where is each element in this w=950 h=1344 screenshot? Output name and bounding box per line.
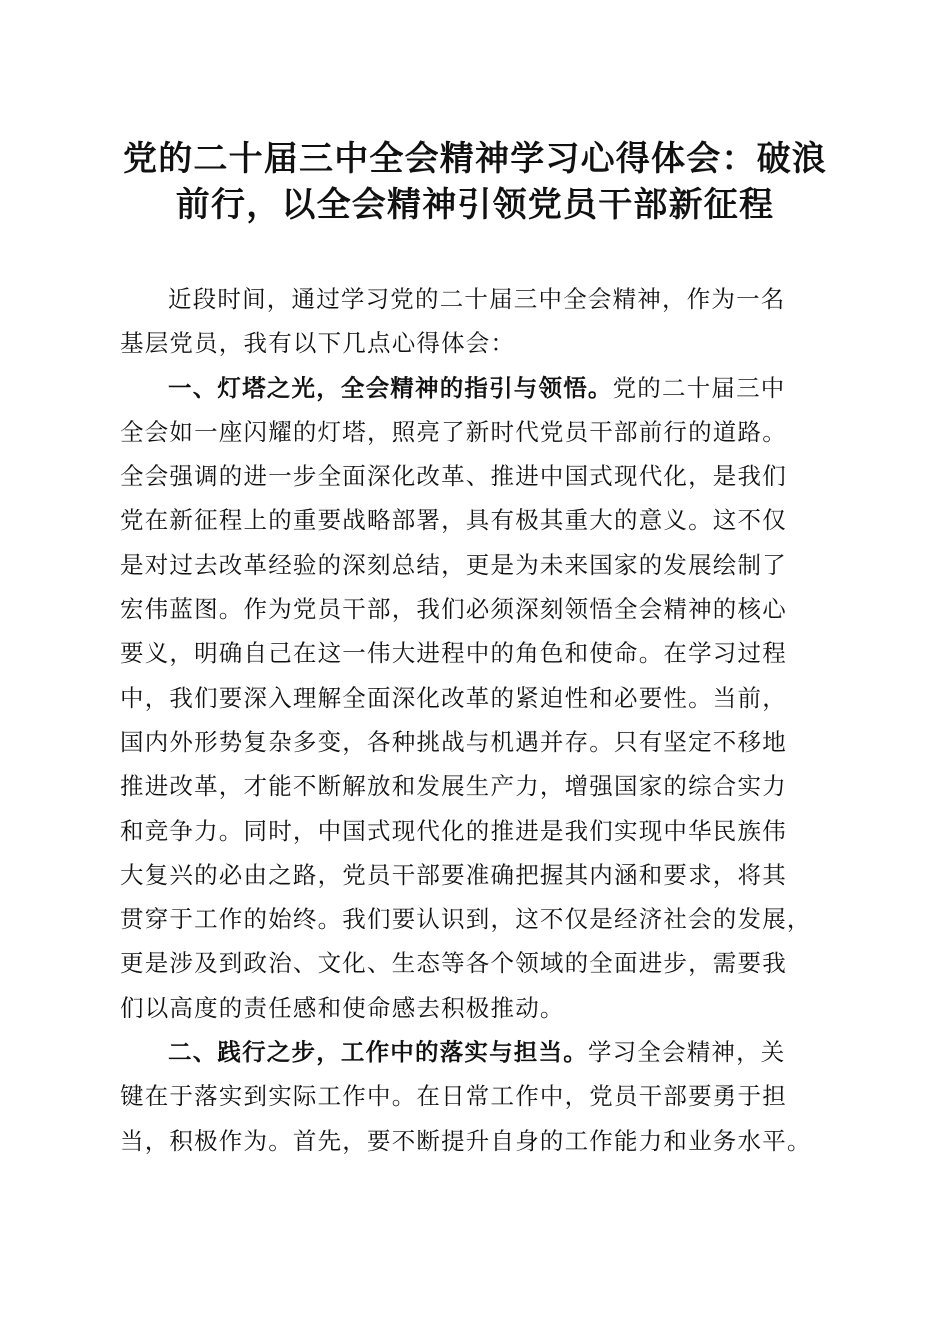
text-line: 贯穿于工作的始终。我们要认识到，这不仅是经济社会的发展， <box>120 905 812 934</box>
text-line: 全会强调的进一步全面深化改革、推进中国式现代化，是我们 <box>120 462 787 491</box>
text-line: 中，我们要深入理解全面深化改革的紧迫性和必要性。当前， <box>120 683 787 712</box>
intro-paragraph <box>120 277 840 366</box>
section-1-first-line <box>120 366 840 410</box>
section-2-first-line <box>120 1030 840 1074</box>
text-line: 国内外形势复杂多变，各种挑战与机遇并存。只有坚定不移地 <box>120 727 787 756</box>
section-1-first-line-text: 党的二十届三中 <box>612 373 786 402</box>
text-line: 基层党员，我有以下几点心得体会： <box>120 329 516 358</box>
text-line: 近段时间，通过学习党的二十届三中全会精神，作为一名 <box>168 285 786 313</box>
text-line: 键在于落实到实际工作中。在日常工作中，党员干部要勇于担 <box>120 1082 787 1111</box>
section-2-heading: 二、践行之步，工作中的落实与担当。 <box>168 1038 588 1067</box>
section-2-first-line-text: 学习全会精神，关 <box>587 1038 786 1067</box>
text-line: 推进改革，才能不断解放和发展生产力，增强国家的综合实力 <box>120 772 787 801</box>
document-title <box>115 136 835 228</box>
text-line: 更是涉及到政治、文化、生态等各个领域的全面进步，需要我 <box>120 949 787 978</box>
title-line: 党的二十届三中全会精神学习心得体会：破浪 <box>123 139 827 179</box>
text-line: 们以高度的责任感和使命感去积极推动。 <box>120 993 565 1022</box>
text-line: 是对过去改革经验的深刻总结，更是为未来国家的发展绘制了 <box>120 550 787 579</box>
document-body <box>120 277 840 1163</box>
text-line: 宏伟蓝图。作为党员干部，我们必须深刻领悟全会精神的核心 <box>120 595 787 624</box>
text-line: 大复兴的必由之路，党员干部要准确把握其内涵和要求，将其 <box>120 860 787 889</box>
section-1-paragraph <box>120 366 840 1030</box>
section-2-paragraph <box>120 1030 840 1163</box>
title-line: 前行，以全会精神引领党员干部新征程 <box>175 185 775 225</box>
text-line: 党在新征程上的重要战略部署，具有极其重大的意义。这不仅 <box>120 506 787 535</box>
text-line: 要义，明确自己在这一伟大进程中的角色和使命。在学习过程 <box>120 639 787 668</box>
text-line: 当，积极作为。首先，要不断提升自身的工作能力和业务水平。 <box>120 1126 812 1155</box>
section-1-heading: 一、灯塔之光，全会精神的指引与领悟。 <box>168 373 613 402</box>
text-line: 全会如一座闪耀的灯塔，照亮了新时代党员干部前行的道路。 <box>120 417 787 446</box>
text-line: 和竞争力。同时，中国式现代化的推进是我们实现中华民族伟 <box>120 816 787 845</box>
